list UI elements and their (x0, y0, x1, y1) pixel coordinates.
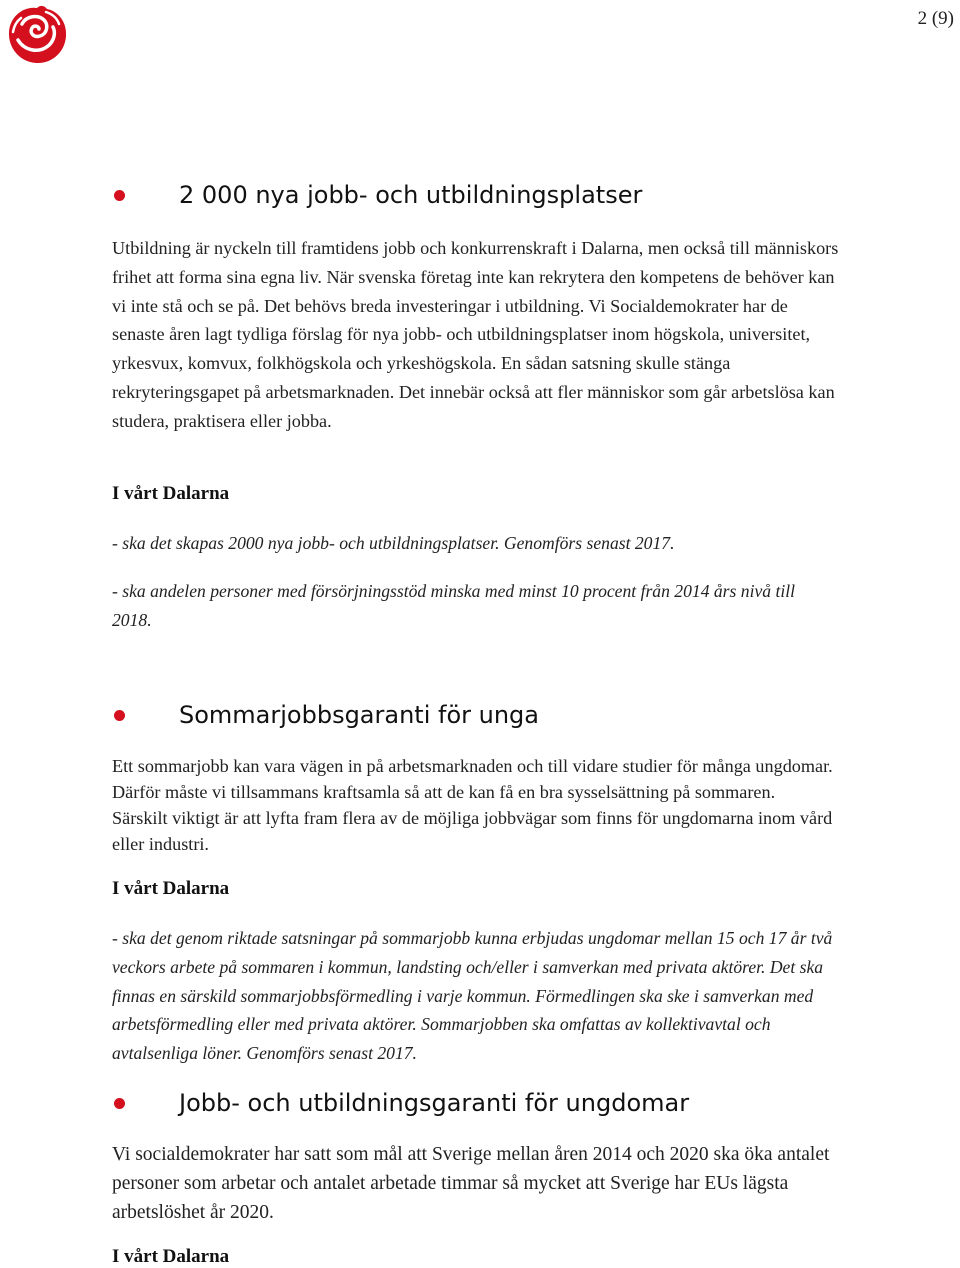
goal-point: - ska det skapas 2000 nya jobb- och utbildningsplatser. Genomförs senast 2017. (112, 533, 675, 553)
section-heading-text: Sommarjobbsgaranti för unga (179, 701, 539, 729)
section-paragraph: Ett sommarjobb kan vara vägen in på arbetsmarknaden och till vidare studier för många ungdomar. Därför måste vi tillsammans kraftsamla så att de kan få en bra sysselsättning på sommaren. Särskilt viktigt är att lyfta fram flera av de möjliga jobbvägar som finns för ungdomarna inom vård eller industri. (112, 756, 833, 854)
section-paragraph: Vi socialdemokrater har satt som mål att Sverige mellan åren 2014 och 2020 ska öka antalet personer som arbetar och antalet arbetade timmar så mycket att Sverige har EUs lägsta arbetslöshet år 2020. (112, 1144, 830, 1223)
goal-point: - ska andelen personer med försörjningsstöd minska med minst 10 procent från 2014 års nivå till 2018. (112, 581, 796, 630)
section-heading-text: 2 000 nya jobb- och utbildningsplatser (179, 181, 643, 209)
section-subheading: I vårt Dalarna (112, 878, 230, 899)
page-number: 2 (9) (917, 8, 954, 29)
section-heading (132, 1089, 689, 1117)
section-paragraph: Utbildning är nyckeln till framtidens jobb och konkurrenskraft i Dalarna, men också till människors frihet att forma sina egna liv. När svenska företag inte kan rekrytera den kompetens de behöver kan vi inte stå och se på. Det behövs breda investeringar i utbildning. Vi Socialdemokrater har de senaste åren lagt tydliga förslag för nya jobb- och utbildningsplatser inom högskola, universitet, yrkesvux, komvux, folkhögskola och yrkeshögskola. En sådan satsning skulle stänga rekryteringsgapet på arbetsmarknaden. Det innebär också att fler människor som går arbetslösa kan studera, praktisera eller jobba. (112, 238, 839, 431)
bullet-dot-icon (114, 190, 125, 201)
section-heading (132, 181, 642, 209)
section-subheading: I vårt Dalarna (112, 483, 230, 504)
section-heading (132, 701, 539, 729)
bullet-dot-icon (114, 1098, 125, 1109)
section-heading-text: Jobb- och utbildningsgaranti för ungdomar (179, 1089, 690, 1117)
section-subheading: I vårt Dalarna (112, 1246, 230, 1267)
rose-logo-icon (2, 2, 72, 68)
goal-point: - ska det genom riktade satsningar på sommarjobb kunna erbjudas ungdomar mellan 15 och 17 år två veckors arbete på sommaren i kommun, landsting och/eller i samverkan med privata aktörer. Det ska finnas en särskild sommarjobbsförmedling i varje kommun. Förmedlingen ska ske i samverkan med arbetsförmedling eller med privata aktörer. Sommarjobben ska omfattas av kollektivavtal och avtalsenliga löner. Genomförs senast 2017. (112, 928, 833, 1064)
bullet-dot-icon (114, 710, 125, 721)
